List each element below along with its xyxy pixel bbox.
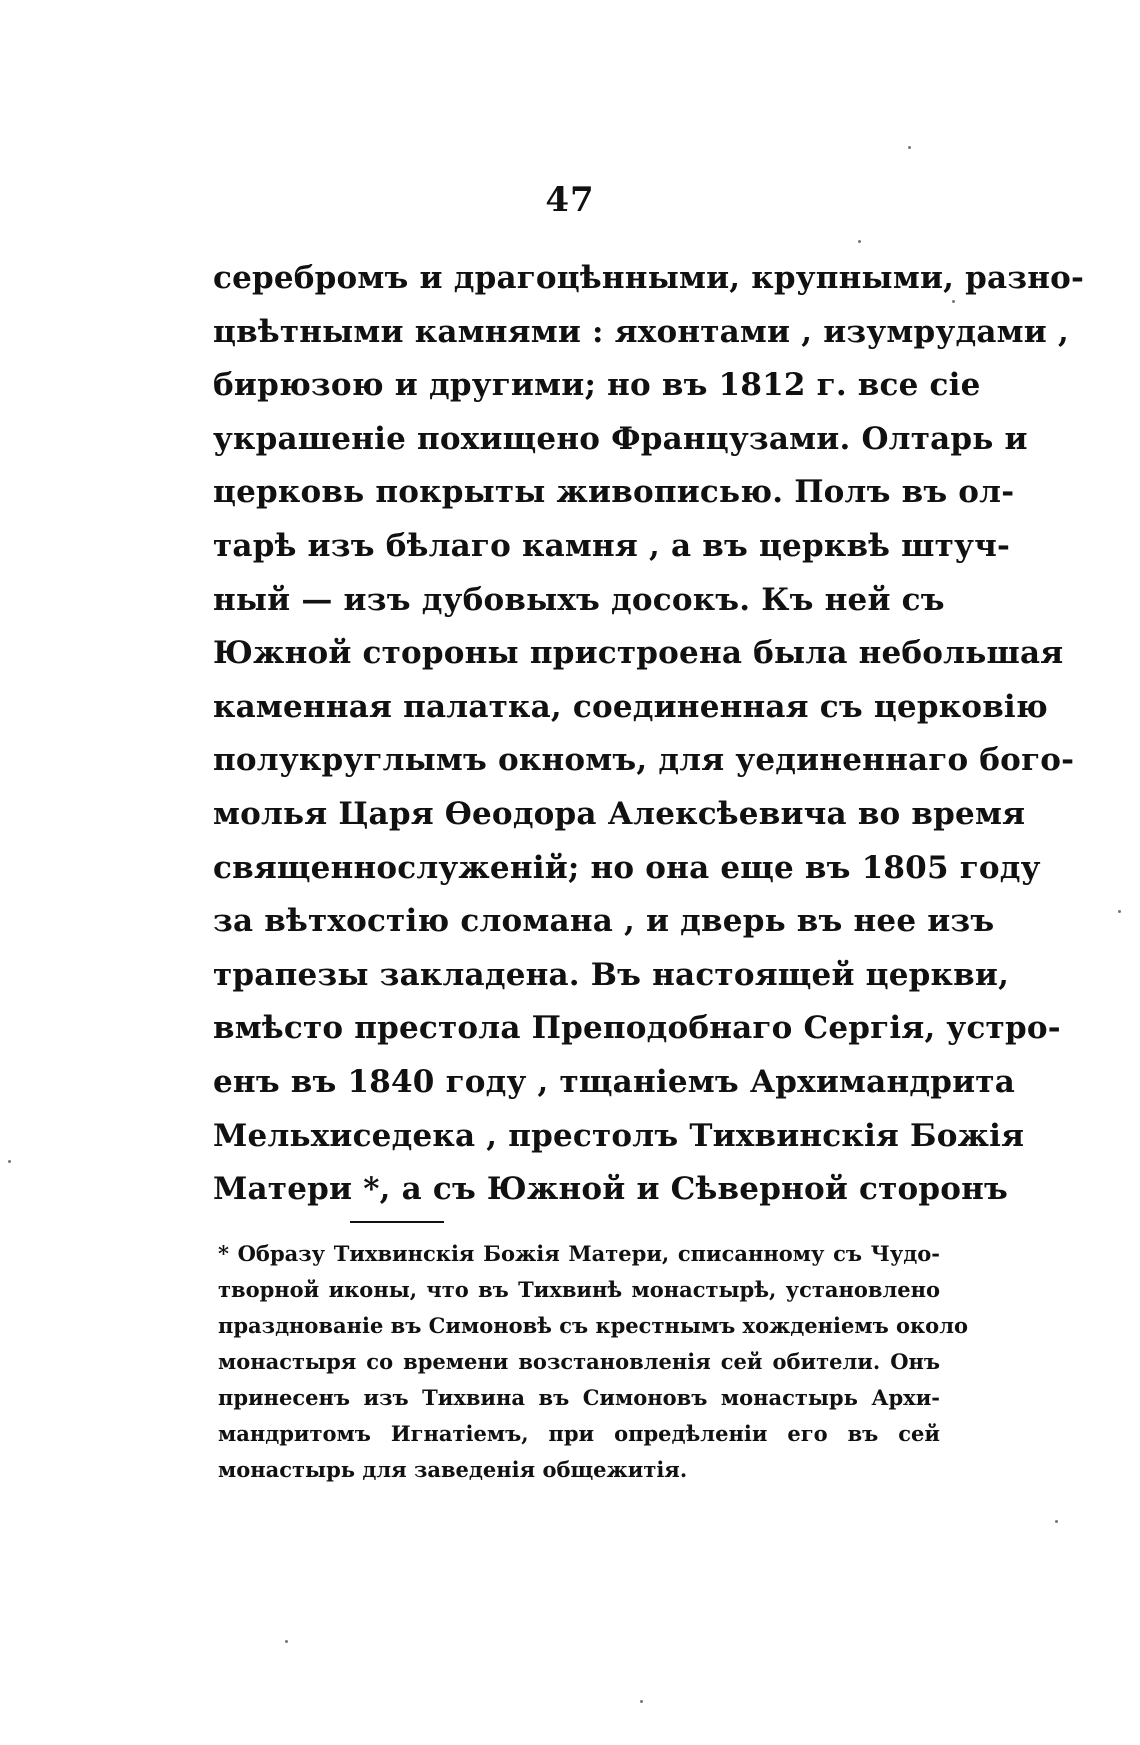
footnote-line: мандритомъ Игнатіемъ, при опредѣленіи его въ сей — [218, 1421, 940, 1446]
footnote-divider — [350, 1221, 444, 1223]
scan-speck — [640, 1700, 643, 1703]
text-line: бирюзою и другими; но въ 1812 г. все сіе — [213, 367, 981, 404]
text-line: полукруглымъ окномъ, для уединеннаго бого- — [213, 742, 1075, 779]
scan-speck — [1118, 910, 1121, 913]
scan-speck — [1055, 1520, 1058, 1523]
footnote-line: монастырь для заведенія общежитія. — [218, 1457, 688, 1482]
text-line: украшеніе похищено Французами. Олтарь и — [213, 420, 1028, 457]
scan-speck — [908, 146, 911, 149]
footnote-line: принесенъ изъ Тихвина въ Симоновъ монастырь Архи- — [218, 1385, 940, 1410]
text-line: за вѣтхостію сломана , и дверь въ нее изъ — [213, 903, 995, 940]
text-line: енъ въ 1840 году , тщаніемъ Архимандрита — [213, 1063, 1015, 1100]
text-line: Мельхиседека , престолъ Тихвинскія Божія — [213, 1117, 1025, 1154]
text-line: церковь покрыты живописью. Полъ въ ол- — [213, 474, 1015, 511]
text-line: тарѣ изъ бѣлаго камня , а въ церквѣ штуч- — [213, 527, 1011, 564]
footnote-line: празднованіе въ Симоновѣ съ крестнымъ хожденіемъ около — [218, 1313, 969, 1338]
scan-speck — [952, 300, 955, 303]
body-text — [213, 252, 1085, 1217]
footnote-line: творной иконы, что въ Тихвинѣ монастырѣ, установлено — [218, 1277, 940, 1302]
scan-speck — [8, 1160, 11, 1163]
text-line: молья Царя Ѳеодора Алексѣевича во время — [213, 795, 1026, 832]
scan-speck — [858, 240, 861, 243]
text-line: ный — изъ дубовыхъ досокъ. Къ ней съ — [213, 581, 945, 618]
footnote — [218, 1236, 969, 1488]
text-line: Матери *, а съ Южной и Сѣверной сторонъ — [213, 1171, 1009, 1208]
text-line: священнослуженій; но она еще въ 1805 году — [213, 849, 1041, 886]
text-line: трапезы закладена. Въ настоящей церкви, — [213, 956, 1010, 993]
scan-speck — [285, 1640, 288, 1643]
text-line: серебромъ и драгоцѣнными, крупными, разно- — [213, 260, 1085, 296]
text-line: Южной стороны пристроена была небольшая — [213, 635, 1064, 672]
footnote-line: монастыря со времени возстановленія сей обители. Онъ — [218, 1349, 940, 1374]
page-number: 47 — [545, 180, 595, 220]
text-line: каменная палатка, соединенная съ церковію — [213, 688, 1048, 725]
footnote-line: * Образу Тихвинскія Божія Матери, списанному съ Чудо- — [218, 1241, 940, 1266]
text-line: вмѣсто престола Преподобнаго Сергія, устро- — [213, 1010, 1061, 1047]
text-line: цвѣтными камнями : яхонтами , изумрудами , — [213, 313, 1069, 350]
